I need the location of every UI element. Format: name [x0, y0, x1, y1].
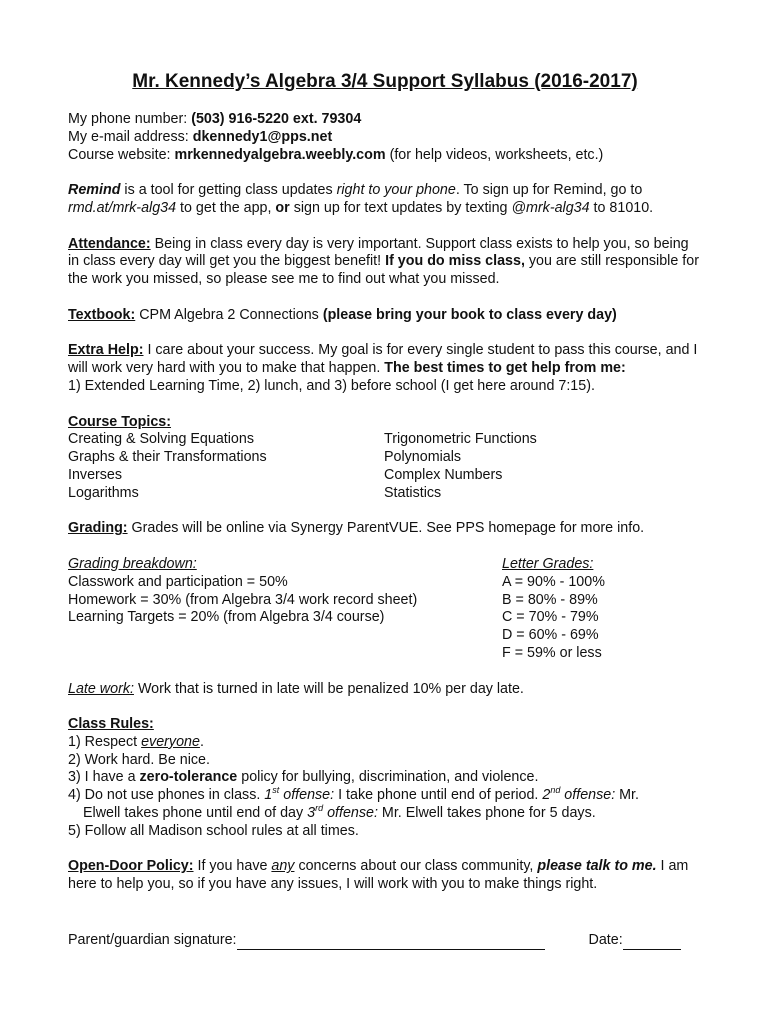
grading-paragraph — [68, 520, 702, 538]
first-offense-text: I take phone until end of period. — [334, 787, 543, 804]
rule-1 — [68, 734, 702, 752]
remind-text-7: sign up for text updates by texting — [289, 199, 512, 216]
textbook-paragraph — [68, 307, 702, 325]
breakdown-item: Learning Targets = 20% (from Algebra 3/4 course) — [68, 609, 385, 626]
topic-item: Polynomials — [384, 449, 462, 466]
remind-text-9: to 81010. — [589, 199, 654, 216]
email-line — [68, 129, 702, 147]
second-offense-label: offense: — [560, 787, 616, 804]
topic-item: Creating & Solving Equations — [68, 431, 254, 448]
rule-4-text: 4) Do not use phones in class. — [68, 787, 265, 804]
website-line — [68, 147, 702, 165]
rule-5: 5) Follow all Madison school rules at all times. — [68, 822, 359, 839]
rule-4 — [68, 787, 702, 823]
website-label: Course website: — [68, 146, 175, 163]
textbook-text-2: (please bring your book to class every day) — [322, 306, 617, 323]
topic-item: Inverses — [68, 466, 123, 483]
remind-paragraph — [68, 182, 702, 218]
remind-text-1: is a tool for getting class updates — [120, 182, 337, 199]
open-door-text-5: I am here to help you, so if you have any issues, I will work with you to make things right. — [68, 858, 689, 893]
second-offense-sup: nd — [550, 785, 561, 796]
late-work-text: Work that is turned in late will be penalized 10% per day late. — [133, 680, 524, 697]
extra-help-text-1: I care about your success. My goal is for every single student to pass this course, and I will work very hard with you to make that happen. — [68, 342, 698, 377]
remind-link: rmd.at/mrk-alg34 — [68, 199, 177, 216]
topic-item: Statistics — [384, 484, 442, 501]
website-url: mrkennedyalgebra.weebly.com — [174, 146, 386, 163]
topic-item: Logarithms — [68, 484, 139, 501]
first-offense-sup: st — [272, 785, 280, 796]
attendance-paragraph — [68, 236, 702, 289]
second-offense-text: Mr. — [615, 787, 639, 804]
rule-3-emphasis: zero-tolerance — [139, 769, 238, 786]
third-offense-label: offense: — [323, 805, 378, 822]
third-offense-sup: rd — [315, 803, 324, 814]
rule-4-continued — [68, 805, 702, 823]
letter-grade-item: D = 60% - 69% — [502, 627, 599, 644]
first-offense-num: 1 — [264, 787, 273, 804]
date-line[interactable] — [623, 935, 681, 950]
breakdown-item: Classwork and participation = 50% — [68, 573, 288, 590]
grading-heading: Grading: — [68, 520, 128, 537]
open-door-any: any — [271, 858, 295, 875]
rule-3 — [68, 769, 702, 787]
letter-grade-item: B = 80% - 89% — [502, 591, 598, 608]
remind-text-3: . To sign up for Remind, go to — [455, 182, 643, 199]
rule-4-cont-text: Elwell takes phone until end of day — [83, 805, 308, 822]
letter-grades — [502, 556, 605, 663]
rule-1-emphasis: everyone — [141, 733, 200, 750]
grading-text: Grades will be online via Synergy ParentVUE. See PPS homepage for more info. — [127, 520, 645, 537]
late-work-heading: Late work: — [68, 680, 134, 697]
attendance-text-3: you are still responsible for the work you missed, so please see me to find out what you missed. — [68, 253, 699, 288]
letter-grade-item: A = 90% - 100% — [502, 573, 605, 590]
open-door-heading: Open-Door Policy: — [68, 858, 194, 875]
rule-3-text: 3) I have a — [68, 769, 140, 786]
first-offense-label: offense: — [279, 787, 335, 804]
signature-row — [68, 932, 702, 950]
page-title: Mr. Kennedy’s Algebra 3/4 Support Syllabus (2016-2017) — [132, 71, 638, 92]
second-offense-num: 2 — [542, 787, 551, 804]
parent-signature-label: Parent/guardian signature: — [68, 932, 237, 948]
rule-1-end: . — [199, 733, 204, 750]
letter-grade-item: F = 59% or less — [502, 644, 602, 661]
topic-item: Trigonometric Functions — [384, 431, 537, 448]
grading-details — [68, 556, 702, 663]
contact-block — [68, 111, 702, 164]
attendance-text-1: Being in class every day is very important. Support class exists to help you, so being in class every day will get you the biggest benefit! — [68, 235, 689, 270]
open-door-text-3: concerns about our class community, — [294, 858, 538, 875]
email-label: My e-mail address: — [68, 128, 193, 145]
extra-help-text-3: 1) Extended Learning Time, 2) lunch, and 3) before school (I get here around 7:15). — [68, 377, 595, 394]
extra-help-text-2: The best times to get help from me: — [384, 360, 626, 377]
remind-text-5: to get the app, — [176, 199, 276, 216]
open-door-talk: please talk to me. — [537, 858, 657, 875]
third-offense — [307, 805, 378, 821]
first-offense — [264, 787, 334, 803]
rule-3-end: policy for bullying, discrimination, and violence. — [237, 769, 539, 786]
rule-1-text: 1) Respect — [68, 733, 142, 750]
course-topics — [68, 414, 702, 503]
open-door-paragraph — [68, 858, 702, 894]
late-work-paragraph — [68, 681, 702, 699]
topic-item: Complex Numbers — [384, 466, 503, 483]
topics-columns — [68, 431, 702, 502]
third-offense-text: Mr. Elwell takes phone for 5 days. — [377, 805, 596, 822]
website-note: (for help videos, worksheets, etc.) — [385, 146, 604, 163]
remind-text-2: right to your phone — [336, 182, 456, 199]
topics-heading: Course Topics: — [68, 413, 172, 430]
rule-2: 2) Work hard. Be nice. — [68, 751, 210, 768]
textbook-heading: Textbook: — [68, 306, 136, 323]
extra-help-paragraph — [68, 342, 702, 395]
topics-right-column — [384, 431, 702, 502]
third-offense-num: 3 — [307, 805, 316, 822]
grading-breakdown — [68, 556, 502, 663]
breakdown-item: Homework = 30% (from Algebra 3/4 work record sheet) — [68, 591, 418, 608]
parent-signature-line[interactable] — [237, 935, 545, 950]
rules-heading: Class Rules: — [68, 716, 154, 733]
textbook-text-1: CPM Algebra 2 Connections — [135, 306, 323, 323]
phone-number: (503) 916-5220 ext. 79304 — [191, 111, 362, 127]
letter-grades-heading: Letter Grades: — [502, 555, 594, 572]
phone-line — [68, 111, 702, 129]
remind-code: @mrk-alg34 — [511, 199, 590, 216]
phone-label: My phone number: — [68, 111, 192, 127]
letter-grade-item: C = 70% - 79% — [502, 609, 599, 626]
extra-help-heading: Extra Help: — [68, 342, 144, 359]
topic-item: Graphs & their Transformations — [68, 449, 267, 466]
open-door-text-1: If you have — [193, 858, 272, 875]
class-rules — [68, 716, 702, 841]
topics-left-column — [68, 431, 384, 502]
attendance-text-2: If you do miss class, — [385, 253, 525, 270]
remind-or: or — [275, 199, 290, 216]
second-offense — [542, 787, 615, 803]
date-label: Date: — [588, 932, 623, 948]
remind-word: Remind — [68, 182, 121, 199]
email-address: dkennedy1@pps.net — [192, 128, 333, 145]
attendance-heading: Attendance: — [68, 235, 151, 252]
grading-breakdown-heading: Grading breakdown: — [68, 555, 197, 572]
